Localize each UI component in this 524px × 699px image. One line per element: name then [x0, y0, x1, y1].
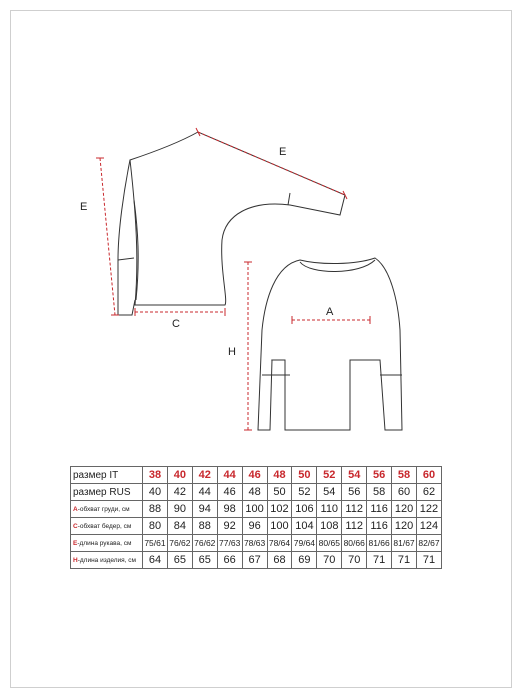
table-cell: 54	[317, 484, 342, 501]
table-cell: 44	[217, 467, 242, 484]
table-cell: 112	[342, 518, 367, 535]
row-header	[71, 467, 143, 484]
table-cell: 88	[143, 501, 168, 518]
table-cell: 82/67	[416, 535, 441, 552]
row-label: -обхват груди, см	[77, 505, 130, 513]
table-cell: 80/65	[317, 535, 342, 552]
table-cell: 102	[267, 501, 292, 518]
table-cell: 100	[242, 501, 267, 518]
table-cell: 106	[292, 501, 317, 518]
row-header	[71, 535, 143, 552]
dimension-label-c: C	[172, 318, 180, 330]
dimension-label-a: A	[326, 306, 334, 318]
table-cell: 76/62	[167, 535, 192, 552]
table-cell: 71	[392, 552, 417, 569]
measurement-letter: C	[73, 522, 78, 530]
side-view-garment	[118, 132, 345, 315]
table-cell: 76/62	[192, 535, 217, 552]
measurement-letter: A	[73, 505, 78, 513]
table-cell: 104	[292, 518, 317, 535]
table-cell: 124	[416, 518, 441, 535]
table-cell: 78/63	[242, 535, 267, 552]
row-header	[71, 501, 143, 518]
table-cell: 70	[342, 552, 367, 569]
table-cell: 62	[416, 484, 441, 501]
table-cell: 71	[367, 552, 392, 569]
table-cell: 120	[392, 518, 417, 535]
table-cell: 66	[217, 552, 242, 569]
table-cell: 68	[267, 552, 292, 569]
row-header	[71, 552, 143, 569]
table-cell: 52	[317, 467, 342, 484]
dimension-lines	[100, 132, 370, 430]
table-cell: 40	[143, 484, 168, 501]
table-row	[71, 518, 442, 535]
table-row	[71, 552, 442, 569]
table-cell: 52	[292, 484, 317, 501]
row-label: -длина рукава, см	[77, 539, 132, 547]
table-cell: 69	[292, 552, 317, 569]
table-cell: 110	[317, 501, 342, 518]
table-cell: 88	[192, 518, 217, 535]
table-cell: 120	[392, 501, 417, 518]
table-cell: 50	[292, 467, 317, 484]
table-cell: 108	[317, 518, 342, 535]
table-cell: 71	[416, 552, 441, 569]
table-cell: 90	[167, 501, 192, 518]
table-cell: 44	[192, 484, 217, 501]
table-cell: 54	[342, 467, 367, 484]
table-row	[71, 501, 442, 518]
table-cell: 81/66	[367, 535, 392, 552]
table-cell: 98	[217, 501, 242, 518]
table-cell: 56	[342, 484, 367, 501]
table-cell: 75/61	[143, 535, 168, 552]
table-cell: 65	[192, 552, 217, 569]
table-cell: 116	[367, 518, 392, 535]
table-row	[71, 535, 442, 552]
table-cell: 40	[167, 467, 192, 484]
table-cell: 100	[267, 518, 292, 535]
table-cell: 60	[392, 484, 417, 501]
table-cell: 42	[192, 467, 217, 484]
table-cell: 70	[317, 552, 342, 569]
dimension-label-h: H	[228, 346, 236, 358]
table-cell: 77/63	[217, 535, 242, 552]
measurement-letter: E	[73, 539, 78, 547]
table-cell: 81/67	[392, 535, 417, 552]
table-cell: 92	[217, 518, 242, 535]
table-cell: 38	[143, 467, 168, 484]
row-label: -обхват бедер, см	[77, 522, 132, 530]
table-cell: 60	[416, 467, 441, 484]
table-cell: 79/64	[292, 535, 317, 552]
measurement-letter: H	[73, 556, 78, 564]
table-cell: 80	[143, 518, 168, 535]
table-cell: 58	[392, 467, 417, 484]
row-label: размер IT	[73, 469, 119, 481]
size-table-body	[71, 467, 442, 569]
front-view-garment	[258, 258, 402, 430]
table-cell: 46	[217, 484, 242, 501]
table-cell: 50	[267, 484, 292, 501]
table-row	[71, 484, 442, 501]
table-cell: 65	[167, 552, 192, 569]
dimension-label-e-sleeve: E	[279, 146, 287, 158]
table-cell: 116	[367, 501, 392, 518]
row-label: -длина изделия, см	[77, 556, 137, 564]
table-cell: 48	[242, 484, 267, 501]
row-header	[71, 518, 143, 535]
table-cell: 84	[167, 518, 192, 535]
table-cell: 56	[367, 467, 392, 484]
table-cell: 67	[242, 552, 267, 569]
table-cell: 42	[167, 484, 192, 501]
row-label: размер RUS	[73, 486, 131, 498]
table-cell: 94	[192, 501, 217, 518]
table-cell: 122	[416, 501, 441, 518]
row-header	[71, 484, 143, 501]
size-table	[70, 466, 442, 569]
table-row	[71, 467, 442, 484]
table-cell: 48	[267, 467, 292, 484]
dimension-label-e-side: E	[80, 201, 88, 213]
table-cell: 64	[143, 552, 168, 569]
table-cell: 46	[242, 467, 267, 484]
table-cell: 58	[367, 484, 392, 501]
table-cell: 112	[342, 501, 367, 518]
table-cell: 80/66	[342, 535, 367, 552]
table-cell: 96	[242, 518, 267, 535]
table-cell: 78/64	[267, 535, 292, 552]
